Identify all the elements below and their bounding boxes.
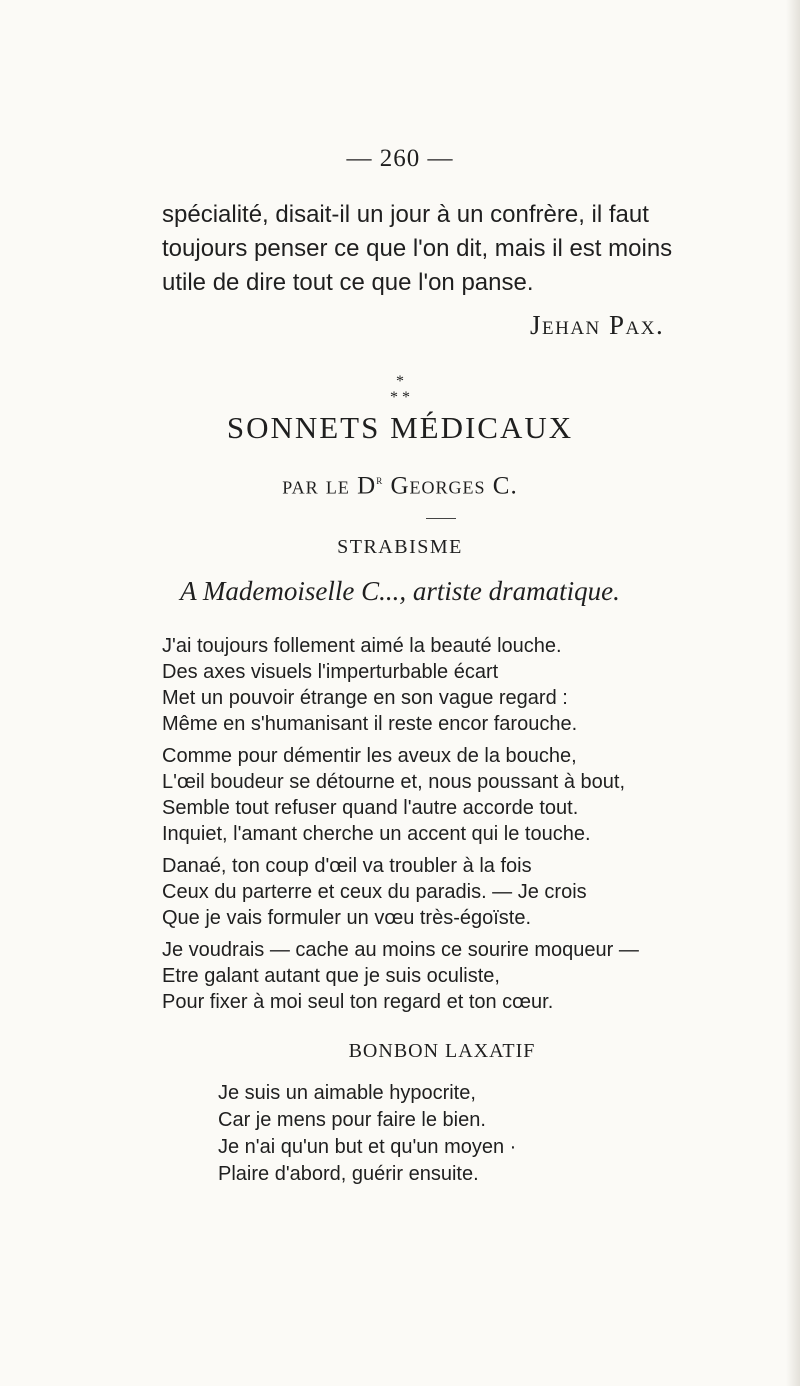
- verse-line: Ceux du parterre et ceux du paradis. — Je crois: [162, 881, 587, 903]
- page-number-header: — 260 —: [346, 145, 454, 172]
- poem-bonbon-laxatif: [218, 1080, 738, 1188]
- intro-line: spécialité, disait-il un jour à un confrère, il faut: [162, 201, 649, 228]
- verse-line: Je voudrais — cache au moins ce sourire moqueur —: [162, 939, 639, 961]
- verse-line: L'œil boudeur se détourne et, nous poussant à bout,: [162, 771, 626, 793]
- sonnet-strabisme: [162, 633, 762, 1021]
- asterism-bottom: * *: [390, 389, 410, 406]
- author-signature: Jehan Pax.: [530, 310, 665, 340]
- poem-title-strabisme: STRABISME: [337, 536, 463, 558]
- verse-line: Semble tout refuser quand l'autre accorde tout.: [162, 797, 579, 819]
- asterism-divider: [0, 374, 800, 406]
- verse-line: Car je mens pour faire le bien.: [218, 1109, 486, 1131]
- verse-line: Met un pouvoir étrange en son vague regard :: [162, 687, 568, 709]
- quatrain-2: [162, 743, 762, 847]
- verse-line: Danaé, ton coup d'œil va troubler à la fois: [162, 855, 532, 877]
- verse-line: Des axes visuels l'imperturbable écart: [162, 661, 499, 683]
- intro-line: toujours penser ce que l'on dit, mais il est moins: [162, 235, 673, 262]
- verse-line: Même en s'humanisant il reste encor farouche.: [162, 713, 578, 735]
- byline: [0, 472, 800, 500]
- short-rule: [426, 518, 456, 519]
- verse-line: Je n'ai qu'un but et qu'un moyen ·: [218, 1136, 517, 1158]
- intro-paragraph: [162, 198, 742, 300]
- poem-dedication: A Mademoiselle C..., artiste dramatique.: [180, 576, 620, 606]
- intro-line: utile de dire tout ce que l'on panse.: [162, 269, 534, 296]
- verse-line: J'ai toujours follement aimé la beauté louche.: [162, 635, 562, 657]
- verse-line: Etre galant autant que je suis oculiste,: [162, 965, 500, 987]
- byline-superscript: r: [376, 472, 384, 487]
- poem-title-bonbon-laxatif: BONBON LAXATIF: [348, 1040, 536, 1062]
- section-title: SONNETS MÉDICAUX: [226, 410, 574, 445]
- tercet-2: [162, 937, 762, 1015]
- quatrain-1: [162, 633, 762, 737]
- verse-line: Que je vais formuler un vœu très-égoïste.: [162, 907, 532, 929]
- byline-name: Georges C.: [383, 472, 518, 500]
- verse-line: Comme pour démentir les aveux de la bouche,: [162, 745, 577, 767]
- tercet-1: [162, 853, 762, 931]
- verse-line: Plaire d'abord, guérir ensuite.: [218, 1163, 479, 1185]
- verse-line: Inquiet, l'amant cherche un accent qui le touche.: [162, 823, 591, 845]
- verse-line: Je suis un aimable hypocrite,: [218, 1082, 476, 1104]
- verse-line: Pour fixer à moi seul ton regard et ton cœur.: [162, 991, 554, 1013]
- asterism-top: *: [396, 373, 404, 390]
- byline-prefix: par le D: [282, 472, 377, 500]
